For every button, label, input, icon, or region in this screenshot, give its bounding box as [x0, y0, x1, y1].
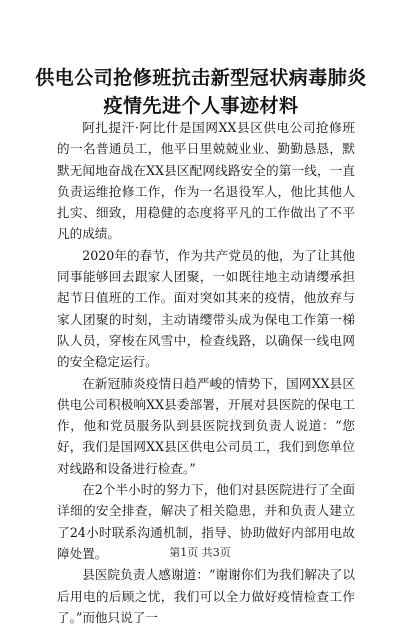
document-title: 供电公司抢修班抗击新型冠状病毒肺炎疫情先进个人事迹材料: [35, 67, 367, 117]
body-paragraph: 在2个半小时的努力下，他们对县医院进行了全面详细的安全排查，解决了相关隐患，并和负责人建立了24小时联系沟通机制，指导、协助做好内部用电故障处置。: [57, 482, 355, 561]
body-paragraph: 在新冠肺炎疫情日趋严峻的情势下，国网XX县区供电公司积极响XX县委部署，开展对县医院的保电工作，他和党员服务队到县医院找到负责人说道：“您好，我们是国网XX县区供电公司员工，我们到您单位对线路和设备进行检查。”: [57, 375, 355, 476]
body-paragraph: 2020年的春节，作为共产党员的他，为了让其他同事能够回去跟家人团聚，一如既往地主动请缨承担起节日值班的工作。面对突如其来的疫情，他放弃与家人团聚的时刻，主动请缨带头成为保电工作第一梯队人员，穿梭在风雪中，检查线路，以确保一线电网的安全稳定运行。: [57, 247, 355, 370]
page-number-footer: 第1页 共3页: [169, 546, 231, 559]
body-paragraph: 阿扎提汗·阿比什是国网XX县区供电公司抢修班的一名普通员工，他平日里兢兢业业、勤勤恳恳，默默无闻地奋战在XX县区配网线路安全的第一线，一直负责运维抢修工作，作为一名退役军人，他比其他人扎实、细致，用稳健的态度将平凡的工作做出了不平凡的成绩。: [57, 120, 355, 242]
body-paragraph: 县医院负责人感谢道：“谢谢你们为我们解决了以后用电的后顾之忧，我们可以全力做好疫情检查工作了。”而他只说了一: [57, 567, 355, 625]
